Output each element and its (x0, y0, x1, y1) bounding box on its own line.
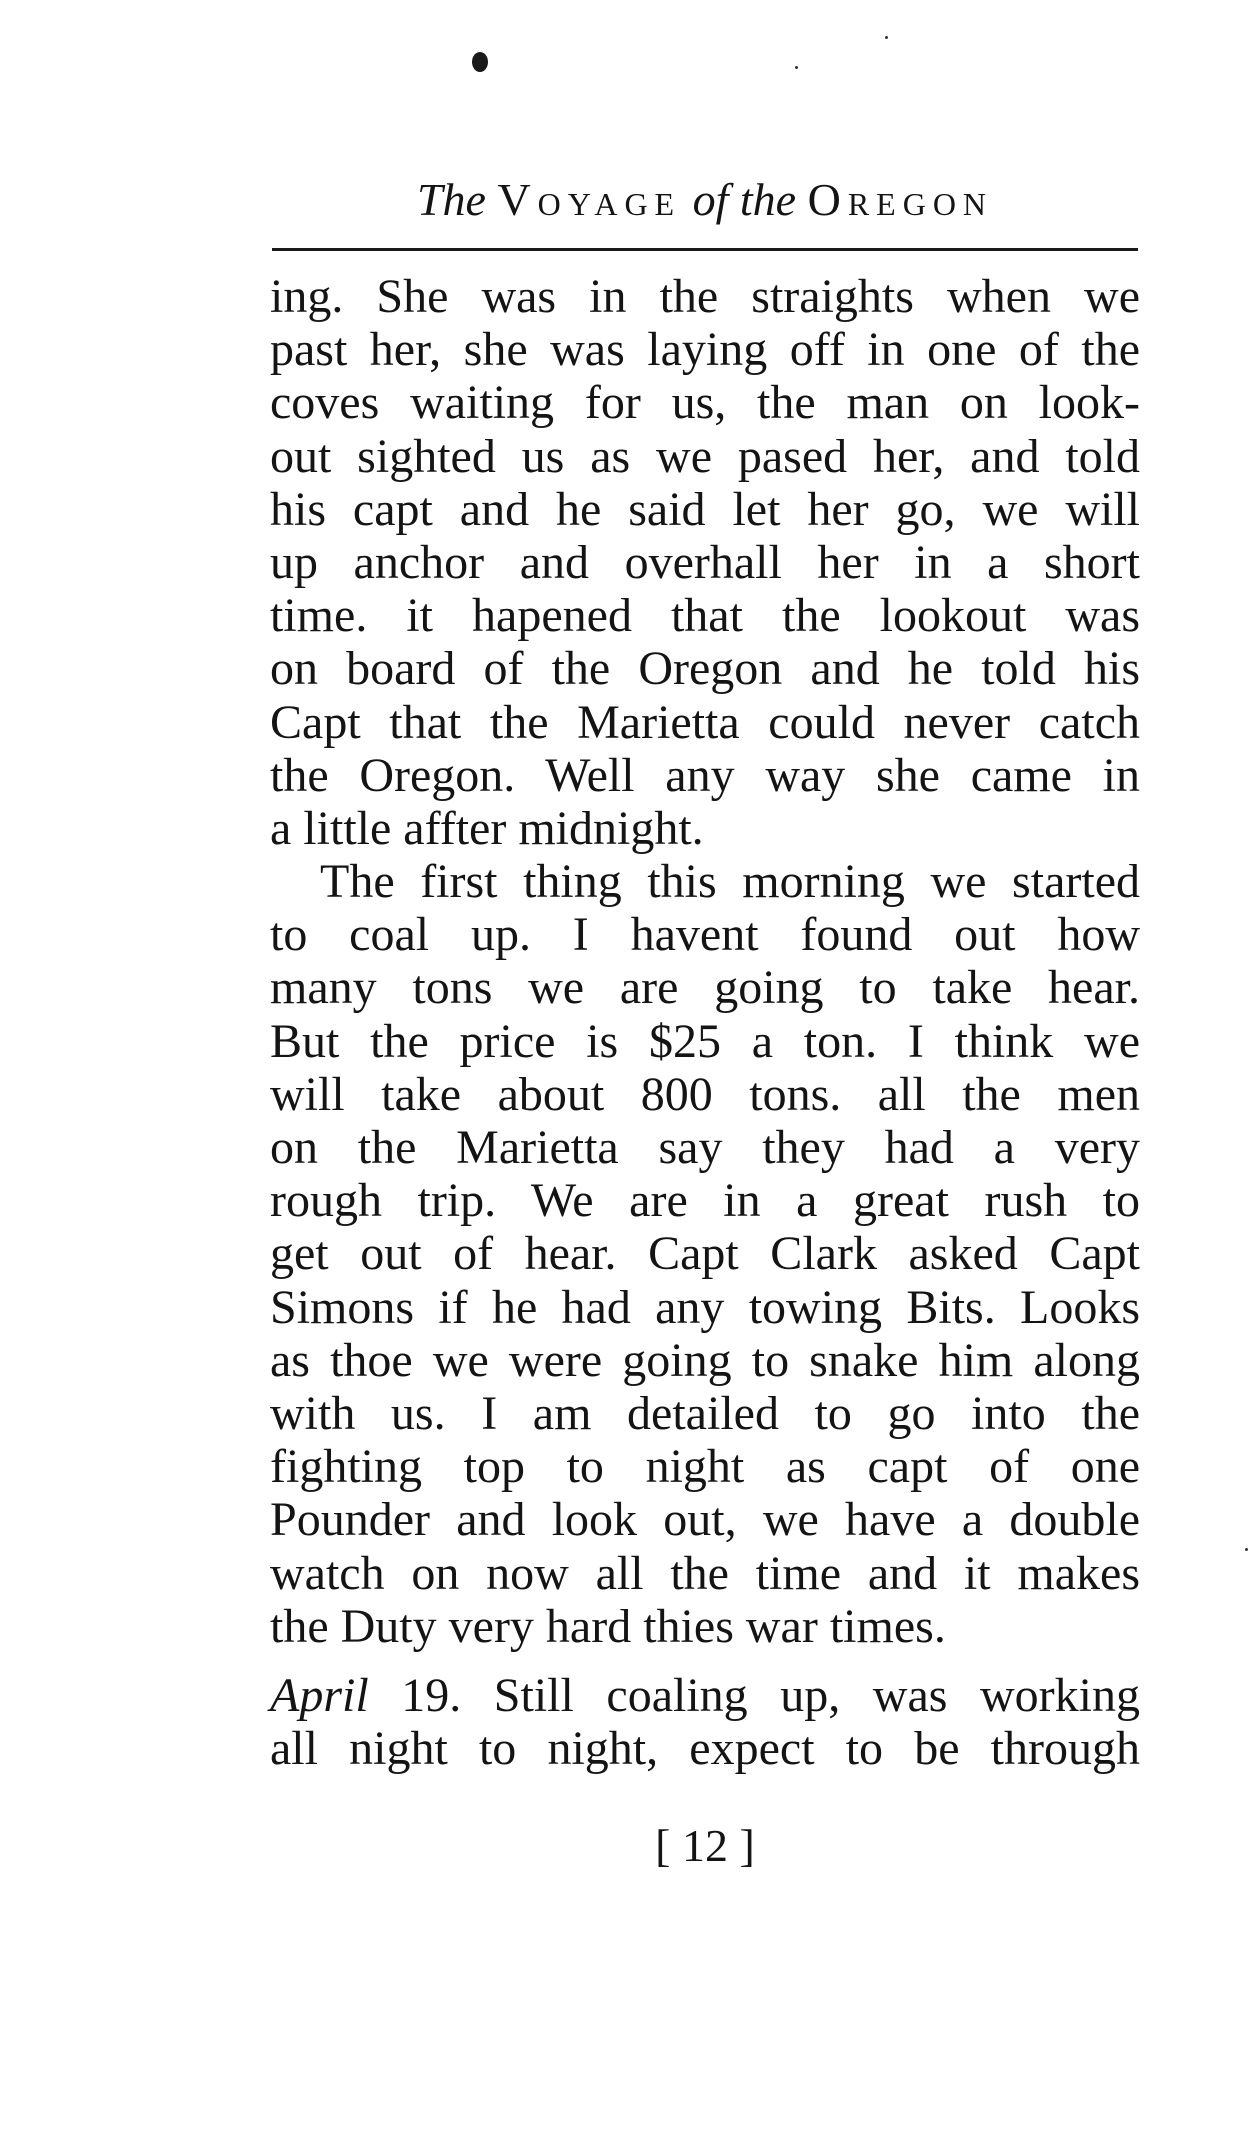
text-line: as thoe we were going to snake him along (270, 1333, 1140, 1387)
text-line: Capt that the Marietta could never catch (270, 695, 1140, 749)
text-line: Pounder and look out, we have a double (270, 1493, 1140, 1547)
text-line: to coal up. I havent found out how (270, 908, 1140, 962)
body-text (270, 270, 1140, 1775)
text-line: rough trip. We are in a great rush to (270, 1174, 1140, 1228)
text-line: on board of the Oregon and he told his (270, 642, 1140, 696)
text-line: a little affter midnight. (270, 801, 704, 855)
text-line: ing. She was in the straights when we (270, 270, 1140, 323)
text-line: his capt and he said let her go, we will (270, 482, 1140, 536)
text-line: with us. I am detailed to go into the (270, 1386, 1140, 1440)
text-line: past her, she was laying off in one of the (270, 323, 1140, 377)
text-line: on the Marietta say they had a very (270, 1121, 1140, 1174)
text-line: the Oregon. Well any way she came in (270, 748, 1140, 802)
text-line: The first thing this morning we started (320, 855, 1140, 909)
text-line: many tons we are going to take hear. (270, 961, 1140, 1015)
text-line: fighting top to night as capt of one (270, 1440, 1140, 1494)
text-line: get out of hear. Capt Clark asked Capt (270, 1227, 1140, 1281)
entry-text: 19. Still coaling up, was working (368, 1668, 1140, 1722)
running-head-the: The (416, 174, 486, 225)
text-line: the Duty very hard thies war times. (270, 1599, 946, 1653)
page-number: [ 12 ] (655, 1820, 755, 1871)
running-head (270, 170, 1140, 230)
text-line: will take about 800 tons. all the men (270, 1067, 1140, 1121)
running-head-oregon: Oregon (807, 174, 994, 225)
text-line: Simons if he had any towing Bits. Looks (270, 1280, 1140, 1334)
text-line: all night to night, expect to be through (270, 1722, 1140, 1776)
paragraph-gap (270, 1653, 1140, 1669)
text-line: out sighted us as we pased her, and told (270, 429, 1140, 483)
text-line: up anchor and overhall her in a short (270, 535, 1140, 589)
ornament-mark (472, 52, 488, 72)
paper-speck (885, 36, 888, 39)
paper-speck (1245, 1548, 1248, 1551)
text-line: coves waiting for us, the man on look- (270, 376, 1140, 430)
header-rule (272, 248, 1138, 251)
text-line: time. it hapened that the lookout was (270, 589, 1140, 643)
running-head-voyage: Voyage (497, 174, 682, 225)
running-head-of-the: of the (692, 174, 797, 225)
paper-speck (795, 66, 798, 69)
text-line: watch on now all the time and it makes (270, 1546, 1140, 1600)
entry-date: April (270, 1668, 369, 1722)
text-line: But the price is $25 a ton. I think we (270, 1014, 1140, 1068)
dated-entry-line (270, 1669, 1140, 1722)
